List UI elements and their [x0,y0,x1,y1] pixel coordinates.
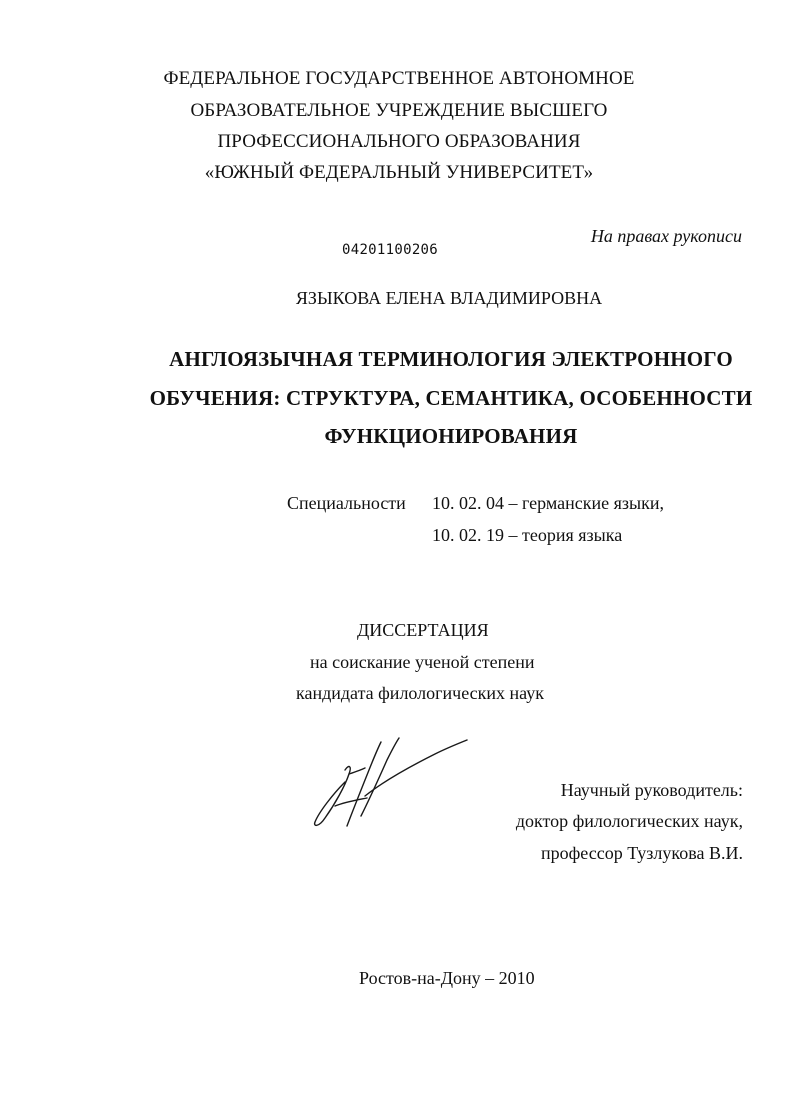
specialty-item-1: 10. 02. 04 – германские языки, [432,493,664,513]
supervisor-label: Научный руководитель: [560,780,743,800]
specialty-item-2: 10. 02. 19 – теория языка [432,525,623,545]
supervisor-name: профессор Тузлукова В.И. [541,843,743,863]
supervisor-degree: доктор филологических наук, [515,811,743,831]
handwritten-signature [305,730,480,830]
author-name: ЯЗЫКОВА ЕЛЕНА ВЛАДИМИРОВНА [295,288,603,308]
title-line-2: ОБУЧЕНИЯ: СТРУКТУРА, СЕМАНТИКА, ОСОБЕННОСТИ [149,386,753,410]
title-line-1: АНГЛОЯЗЫЧНАЯ ТЕРМИНОЛОГИЯ ЭЛЕКТРОННОГО [169,347,733,371]
org-line-2: ОБРАЗОВАТЕЛЬНОЕ УЧРЕЖДЕНИЕ ВЫСШЕГО [190,100,608,121]
dissertation-line-2: кандидата филологических наук [296,683,544,703]
dissertation-heading: ДИССЕРТАЦИЯ [357,620,489,640]
manuscript-note: На правах рукописи [590,226,742,246]
org-line-4: «ЮЖНЫЙ ФЕДЕРАЛЬНЫЙ УНИВЕРСИТЕТ» [204,162,594,183]
specialties-label: Специальности [287,493,406,513]
title-line-3: ФУНКЦИОНИРОВАНИЯ [324,424,578,448]
org-line-1: ФЕДЕРАЛЬНОЕ ГОСУДАРСТВЕННОЕ АВТОНОМНОЕ [163,68,635,89]
document-number: 04201100206 [342,242,439,258]
org-line-3: ПРОФЕССИОНАЛЬНОГО ОБРАЗОВАНИЯ [217,131,581,152]
dissertation-line-1: на соискание ученой степени [310,652,535,672]
place-year: Ростов-на-Дону – 2010 [359,968,535,988]
